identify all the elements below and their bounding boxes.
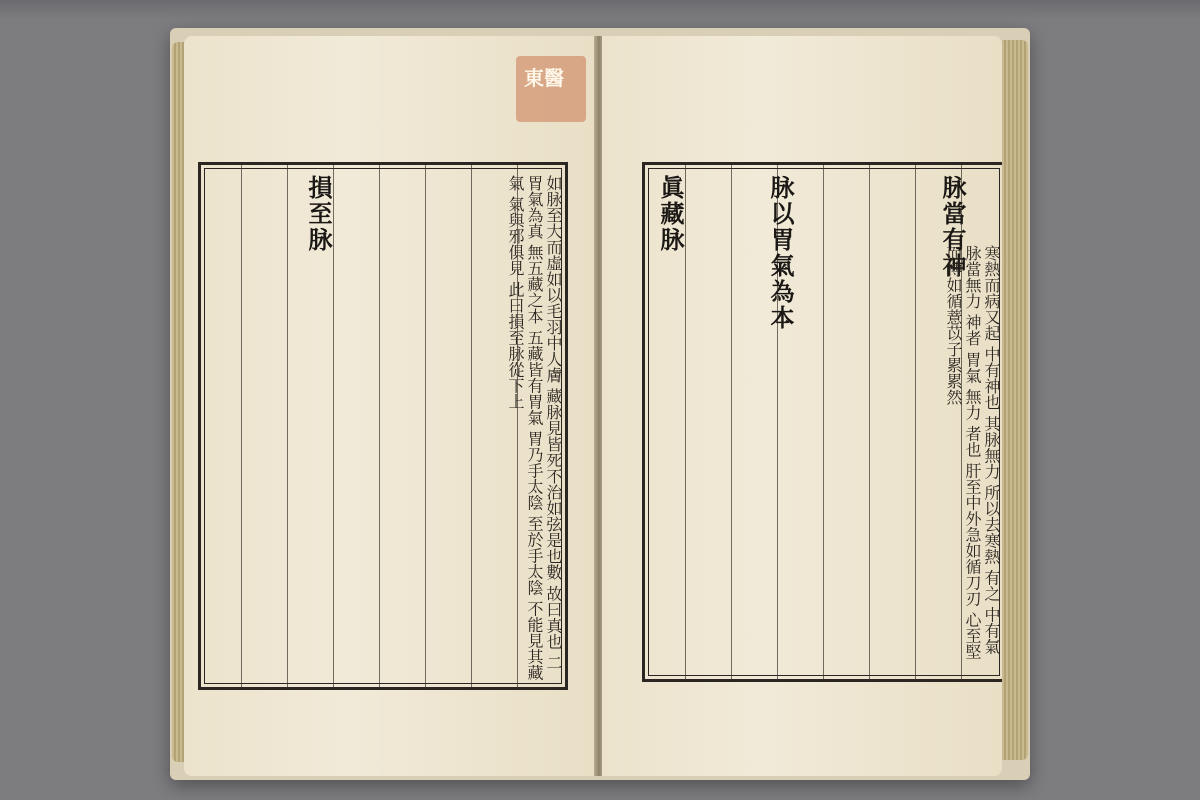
open-book xyxy=(170,28,1030,780)
left-text-frame xyxy=(198,162,568,690)
top-shadow xyxy=(0,0,1200,20)
right-page xyxy=(602,36,1002,776)
right-subheading-2: 眞藏脉 xyxy=(656,175,685,253)
library-stamp xyxy=(516,56,586,122)
right-subheading: 脉以胃氣為本 xyxy=(766,175,795,331)
left-body-text: 如脉至大而虛如以毛羽中人膚 藏脉見皆死不治如弦是也數 故曰真也 二胃氣為真 無五藏之本 五藏皆有胃氣 胃乃手太陰 至於手太陰 不能見其藏氣 氣與邪俱見 此曰損至脉從下上 xyxy=(506,175,563,681)
left-heading: 損至脉 xyxy=(304,175,333,253)
left-page xyxy=(184,36,596,776)
right-page-edges xyxy=(1002,40,1028,760)
stamp-text: 東醫 xyxy=(524,66,564,90)
right-body-text: 寒熱而病又起 中有神也 其脉無力 所以去寒熱 有之 中有氣 脉當無力 神者 胃氣 無力 者也 肝至中外急如循刀刃 心至堅而搏如循薏苡子累累然 xyxy=(944,245,1001,660)
right-heading: 脉當有神 xyxy=(938,175,967,279)
right-text-frame xyxy=(642,162,1006,682)
